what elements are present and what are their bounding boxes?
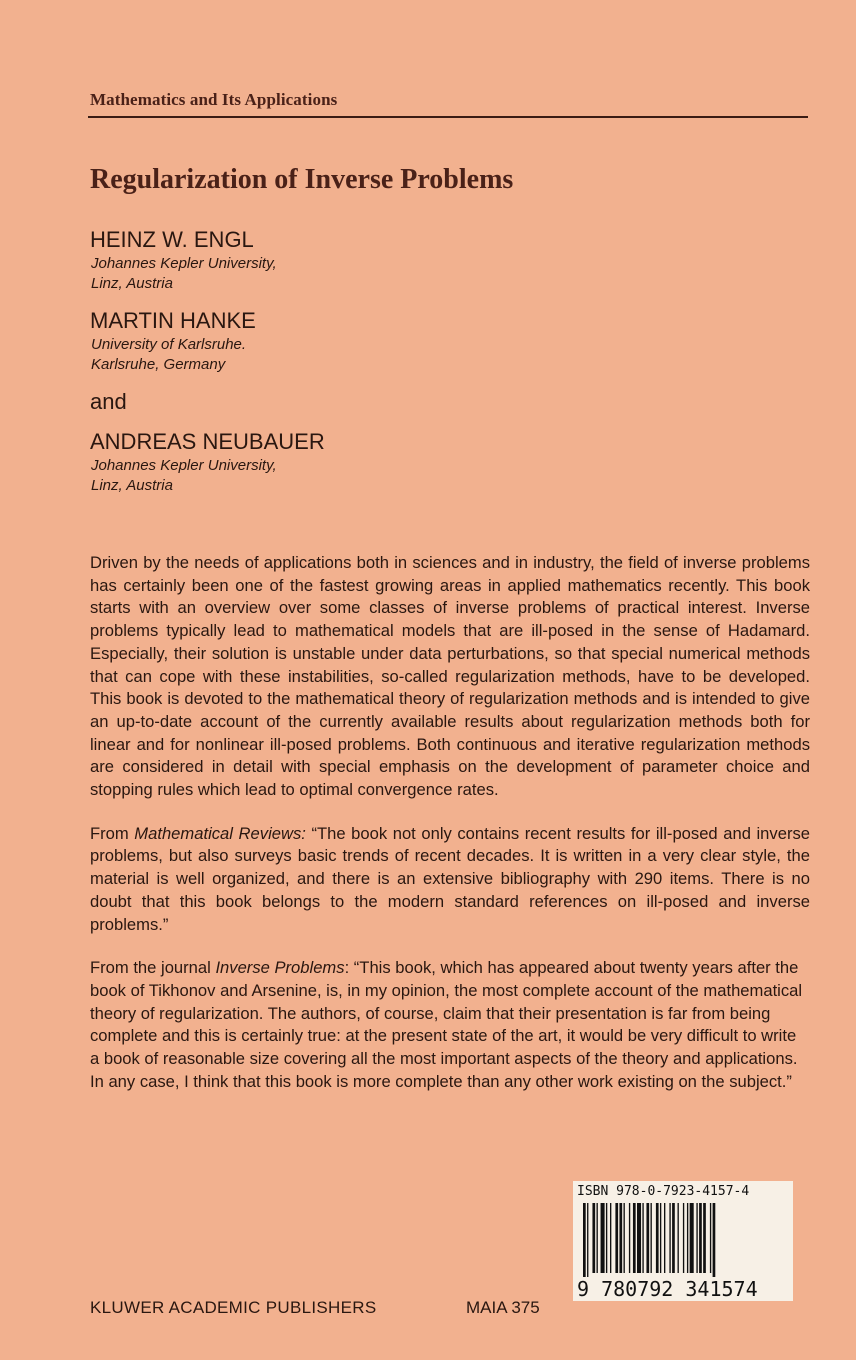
author-name: ANDREAS NEUBAUER — [90, 429, 325, 454]
description-paragraph: Driven by the needs of applications both in sciences and in industry, the field of inverse problems has certainly been one of the fastest growing areas in applied mathematics recently. This book starts with an overview over some classes of inverse problems of practical interest. Inverse problems typically lead to mathematical models that are ill-posed in the sense of Hadamard. Especially, their solution is unstable under data perturbations, so that special numerical methods that can cope with these instabilities, so-called regularization methods, have to be developed. This book is devoted to the mathematical theory of regularization methods and is intended to give an up-to-date account of the currently available results about regularization methods both for linear and for nonlinear ill-posed problems. Both continuous and iterative regularization methods are considered in detail with special emphasis on the development of parameter choice and stopping rules which lead to optimal convergence rates. — [90, 553, 810, 800]
author-entry — [90, 226, 590, 294]
publisher-name: KLUWER ACADEMIC PUBLISHERS — [90, 1298, 377, 1317]
author-affiliation: Johannes Kepler University, — [91, 255, 277, 272]
review-prefix: From — [90, 823, 135, 843]
book-title: Regularization of Inverse Problems — [90, 164, 514, 195]
author-affiliation: Johannes Kepler University, — [91, 457, 277, 474]
review-paragraph — [90, 823, 810, 937]
isbn-number: ISBN 978-0-7923-4157-4 — [577, 1184, 750, 1199]
author-affiliation: University of Karlsruhe. — [91, 336, 247, 353]
series-divider — [88, 116, 808, 118]
author-list — [90, 226, 590, 509]
author-location: Linz, Austria — [91, 275, 173, 292]
ean-digits: 9 780792 341574 — [577, 1277, 758, 1301]
barcode-icon — [583, 1203, 773, 1277]
author-conjunction: and — [90, 389, 127, 414]
review-source: Inverse Problems — [215, 958, 345, 978]
review-quote: “The book not only contains recent results for ill-posed and inverse problems, but also surveys basic trends of recent decades. It is written in a very clear style, the material is well organized, and there is an extensive bibliography with 290 items. There is no doubt that this book belongs to the modern standard references on ill-posed and inverse problems.” — [90, 823, 810, 934]
series-number: MAIA 375 — [466, 1298, 540, 1317]
author-name: MARTIN HANKE — [90, 308, 256, 333]
review-source: Mathematical Reviews: — [134, 823, 306, 843]
review-quote: : “This book, which has appeared about twenty years after the book of Tikhonov and Arsenine, is, in my opinion, the most complete account of the mathematical theory of regularization. The authors, of course, claim that their presentation is far from being complete and this is certainly true: at the present state of the art, it would be very difficult to write a book of reasonable size covering all the most important aspects of the theory and applications. In any case, I think that this book is more complete than any other work existing on the subject.” — [90, 958, 803, 1091]
series-name: Mathematics and Its Applications — [90, 90, 338, 109]
author-name: HEINZ W. ENGL — [90, 227, 254, 252]
blurb — [90, 552, 810, 1114]
author-location: Karlsruhe, Germany — [91, 356, 226, 373]
review-prefix: From the journal — [90, 958, 216, 978]
review-paragraph — [90, 957, 810, 1093]
author-location: Linz, Austria — [91, 477, 173, 494]
isbn-barcode-block — [573, 1181, 793, 1301]
author-entry — [90, 428, 590, 496]
author-entry — [90, 307, 590, 375]
